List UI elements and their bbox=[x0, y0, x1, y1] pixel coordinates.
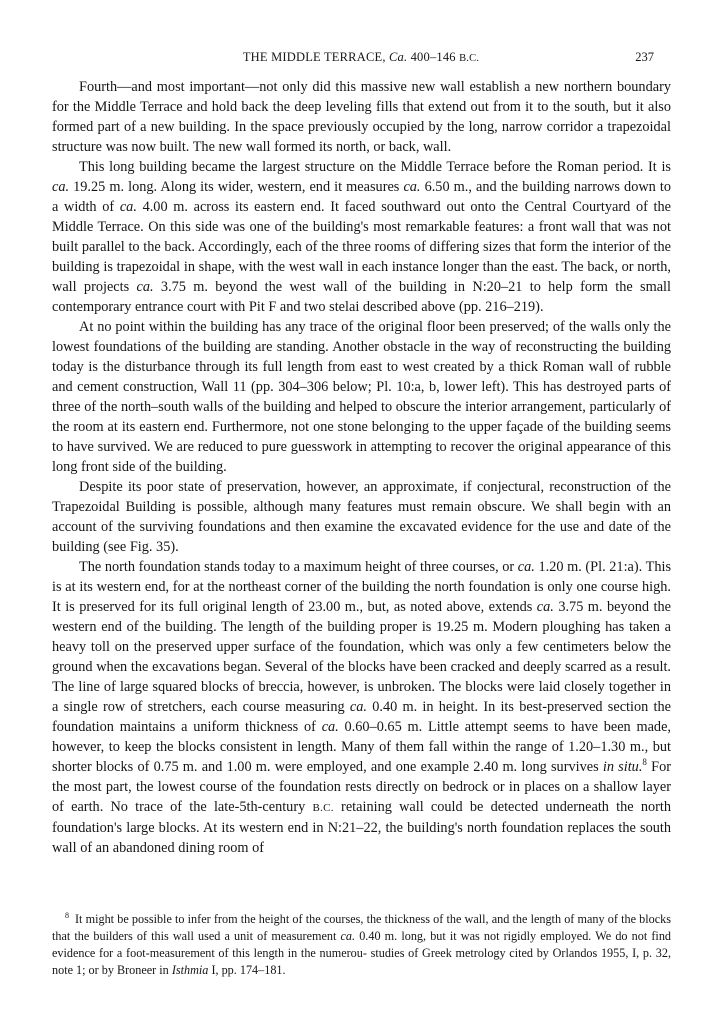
running-head bbox=[0, 49, 722, 65]
running-title-range: 400–146 bbox=[407, 50, 460, 64]
running-title-era: B.C. bbox=[459, 53, 480, 64]
small-caps-era: B.C. bbox=[312, 802, 334, 814]
italic-term: ca. bbox=[403, 179, 421, 195]
footnote-reference: 8 bbox=[642, 757, 647, 768]
italic-term: ca. bbox=[340, 929, 356, 943]
italic-term: ca. bbox=[321, 719, 339, 735]
footnote-mark: 8 bbox=[65, 910, 69, 920]
italic-term: Isthmia bbox=[171, 963, 209, 977]
footnotes bbox=[52, 911, 671, 979]
paragraph-3: At no point within the building has any trace of the original floor been preserved; of the walls only the lowest foundations of the building are standing. Another obstacle in the way of reconstructing the building today is the disturbance through its full length from east to west created by a thick Roman wall of rubble and cement construction, Wall 11 (pp. 304–306 below; Pl. 10:a, b, lower left). This has destroyed parts of three of the north–south walls of the building and helped to obscure the interior arrangement, particularly of the room at its eastern end. Furthermore, not one stone belonging to the upper façade of the building seems to have survived. We are reduced to pure guesswork in attempting to recover the original appearance of this long front side of the building. bbox=[52, 319, 671, 475]
italic-term: ca. bbox=[517, 559, 535, 575]
page-number: 237 bbox=[635, 50, 654, 64]
footnote-8 bbox=[52, 911, 671, 979]
footnote-text: It might be possible to infer from the height of the courses, the thickness of the wall, and the length of many of the blocks that the builders of this wall used a unit of measurement ca. 0.40 m. long, but it was not rigidly employed. We do not find evidence for a foot-measurement of this length in the numerou- studies of Greek metrology cited by Orlandos 1955, I, p. 32, note 1; or by Broneer in Isthmia I, pp. 174–181. bbox=[52, 912, 672, 977]
paragraph-5: The north foundation stands today to a maximum height of three courses, or ca. 1.20 m. (Pl. 21:a). This is at its western end, for at the northeast corner of the building the north foundation is only one course high. It is preserved for its full original length of 23.00 m., but, as noted above, extends ca. 3.75 m. beyond the western end of the building. The length of the building proper is 19.25 m. Modern ploughing has taken a heavy toll on the preserved upper surface of the foundation, which was only a few centimeters below the ground when the excavations began. Several of the blocks have been cracked and deeply scarred as a result. The line of large squared blocks of breccia, however, is unbroken. The blocks were laid closely together in a single row of stretchers, each course measuring ca. 0.40 m. in height. In its best-preserved section the foundation maintains a uniform thickness of ca. 0.60–0.65 m. Little attempt seems to have been made, however, to keep the blocks consistent in length. Many of them fall within the range of 1.20–1.30 m., but shorter blocks of 0.75 m. and 1.00 m. were employed, and one example 2.40 m. long survives in situ.$^8$ For the most part, the lowest course of the foundation rests directly on bedrock or in places on a shallow layer of earth. No trace of the late-5th-century B.C. retaining wall could be detected underneath the north foundation's large blocks. At its western end in N:21–22, the building's north foundation replaces the south wall of an abandoned dining room of bbox=[52, 559, 672, 856]
paragraph-2: This long building became the largest structure on the Middle Terrace before the Roman period. It is ca. 19.25 m. long. Along its wider, western, end it measures ca. 6.50 m., and the building narrows down to a width of ca. 4.00 m. across its eastern end. It faced southward out onto the Central Courtyard of the Middle Terrace. On this side was one of the building's most remarkable features: a front wall that was not built parallel to the back. Accordingly, each of the three rooms of differing sizes that form the interior of the building is trapezoidal in shape, with the west wall in each instance longer than the east. The back, or north, wall projects ca. 3.75 m. beyond the west wall of the building in N:20–21 to help form the small contemporary entrance court with Pit F and two stelai described above (pp. 216–219). bbox=[52, 159, 672, 315]
italic-term: in situ. bbox=[602, 759, 643, 775]
paragraph-4: Despite its poor state of preservation, however, an approximate, if conjectural, reconstruction of the Trapezoidal Building is possible, although many features must remain obscure. We shall begin with an account of the surviving foundations and then examine the excavated evidence for the use and date of the building (see Fig. 35). bbox=[52, 479, 671, 555]
running-title-main: THE MIDDLE TERRACE, bbox=[242, 50, 389, 64]
italic-term: ca. bbox=[536, 599, 554, 615]
italic-term: ca. bbox=[52, 179, 70, 195]
italic-term: ca. bbox=[119, 199, 137, 215]
italic-term: ca. bbox=[349, 699, 367, 715]
paragraph-1: Fourth—and most important—not only did this massive new wall establish a new northern boundary for the Middle Terrace and hold back the deep leveling fills that extend out from it to the south, but it also formed part of a new building. In the space previously occupied by the long, narrow corridor a trapezoidal structure was now built. The new wall formed its north, or back, wall. bbox=[52, 79, 671, 155]
body-text bbox=[52, 77, 671, 858]
running-title-ca: Ca. bbox=[388, 50, 408, 64]
running-title bbox=[0, 49, 722, 67]
italic-term: ca. bbox=[136, 279, 154, 295]
